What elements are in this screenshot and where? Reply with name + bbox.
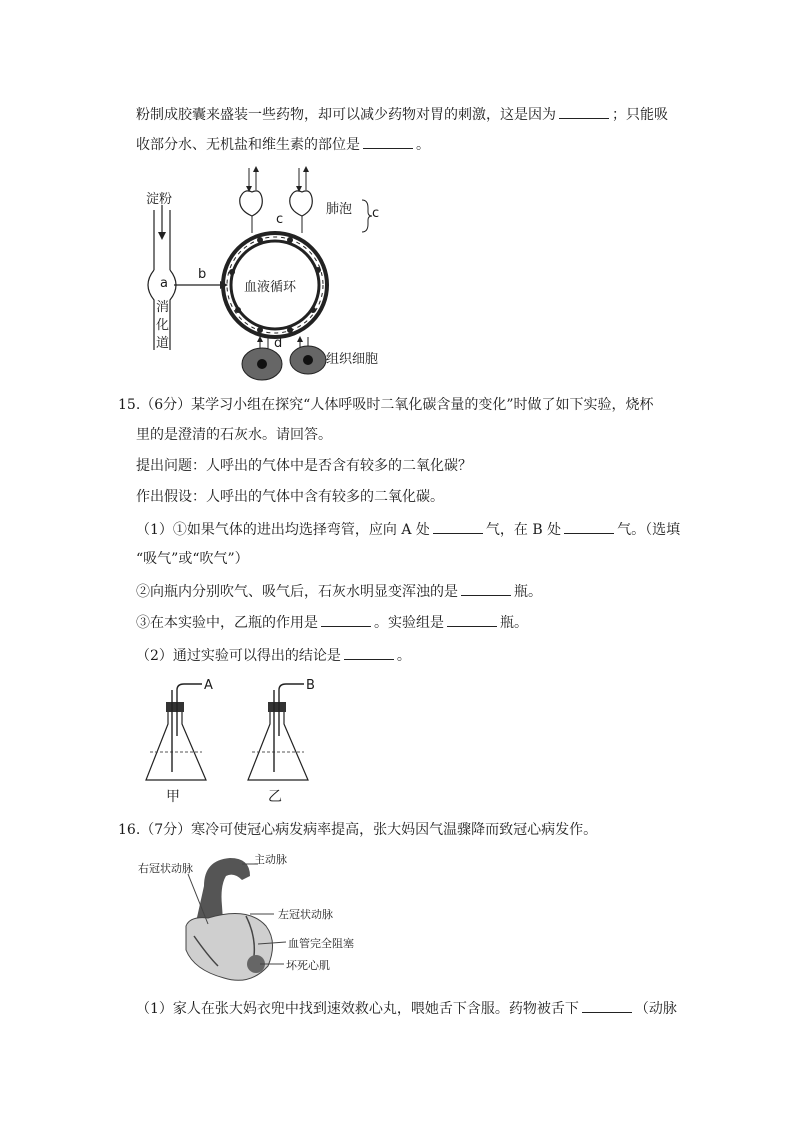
q15-text: 。 <box>396 648 411 664</box>
q16-part1 <box>136 998 677 1019</box>
label-b: b <box>198 267 207 282</box>
circulation-diagram <box>140 160 400 390</box>
label-alveoli: 肺泡 <box>326 202 353 217</box>
answer-blank[interactable] <box>363 134 413 149</box>
q16-header: 16.（7分）寒冷可使冠心病发病率提高，张大妈因气温骤降而致冠心病发作。 <box>118 822 598 838</box>
label-flask-jia: 甲 <box>166 789 180 805</box>
answer-blank[interactable] <box>564 519 614 534</box>
label-blocked: 血管完全阻塞 <box>288 937 354 950</box>
q15-text: （2）通过实验可以得出的结论是 <box>136 648 341 664</box>
q15-part1 <box>136 519 680 540</box>
q15-text: ②向瓶内分别吹气、吸气后，石灰水明显变浑浊的是 <box>136 584 458 600</box>
q14-text: ；只能吸 <box>612 107 668 123</box>
answer-blank[interactable] <box>321 612 371 627</box>
q15-part2 <box>136 581 542 602</box>
label-flask-b: B <box>306 678 315 693</box>
q15-text: 气，在 B 处 <box>485 522 562 538</box>
q14-text: 。 <box>416 137 430 153</box>
label-tract-1: 消 <box>156 300 170 315</box>
q15-header: 15.（6分）某学习小组在探究“人体呼吸时二氧化碳含量的变化”时做了如下实验，烧杯 <box>118 397 654 413</box>
q16-text: （1）家人在张大妈衣兜中找到速效救心丸，喂她舌下含服。药物被舌下 <box>136 1001 579 1017</box>
q14-line-2 <box>136 134 430 155</box>
answer-blank[interactable] <box>447 612 497 627</box>
label-d: d <box>274 336 283 351</box>
label-tissue-cells: 组织细胞 <box>326 352 379 367</box>
answer-blank[interactable] <box>559 104 609 119</box>
label-aorta: 主动脉 <box>254 853 287 866</box>
label-right-coronary: 右冠状动脉 <box>138 862 193 875</box>
q15-hypothesis: 作出假设：人呼出的气体中含有较多的二氧化碳。 <box>136 489 444 505</box>
label-tract-2: 化 <box>156 318 170 333</box>
heart-diagram <box>138 846 388 991</box>
label-necrosis: 坏死心肌 <box>286 959 330 972</box>
q15-text: 瓶。 <box>514 584 542 600</box>
answer-blank[interactable] <box>344 645 394 660</box>
q15-part4 <box>136 645 411 666</box>
q15-text: 瓶。 <box>500 615 528 631</box>
q15-problem: 提出问题：人呼出的气体中是否含有较多的二氧化碳？ <box>136 458 472 474</box>
label-starch: 淀粉 <box>146 192 173 207</box>
label-left-coronary: 左冠状动脉 <box>278 908 333 921</box>
q15-text: 气。（选填 <box>617 522 681 538</box>
answer-blank[interactable] <box>582 998 632 1013</box>
label-tract-3: 道 <box>156 336 170 351</box>
q15-text: ③在本实验中，乙瓶的作用是 <box>136 615 318 631</box>
label-flask-a: A <box>204 678 213 693</box>
label-a: a <box>160 276 168 291</box>
q15-text: （1）①如果气体的进出均选择弯管，应向 A 处 <box>136 522 430 538</box>
q15-header-2: 里的是澄清的石灰水。请回答。 <box>136 427 332 443</box>
label-c-brace: c <box>372 206 380 221</box>
label-blood-circulation: 血液循环 <box>244 280 297 295</box>
q15-part3 <box>136 612 528 633</box>
q14-line-1 <box>136 104 668 125</box>
label-c: c <box>276 212 284 227</box>
q15-options: “吸气”或“吹气”） <box>136 551 249 567</box>
q14-text: 粉制成胶囊来盛装一些药物，却可以减少药物对胃的刺激，这是因为 <box>136 107 556 123</box>
answer-blank[interactable] <box>433 519 483 534</box>
label-flask-yi: 乙 <box>268 789 282 805</box>
q16-text: （动脉 <box>634 1001 677 1017</box>
flask-diagram <box>140 676 340 806</box>
q15-text: 。实验组是 <box>374 615 444 631</box>
answer-blank[interactable] <box>461 581 511 596</box>
q14-text: 收部分水、无机盐和维生素的部位是 <box>136 137 360 153</box>
